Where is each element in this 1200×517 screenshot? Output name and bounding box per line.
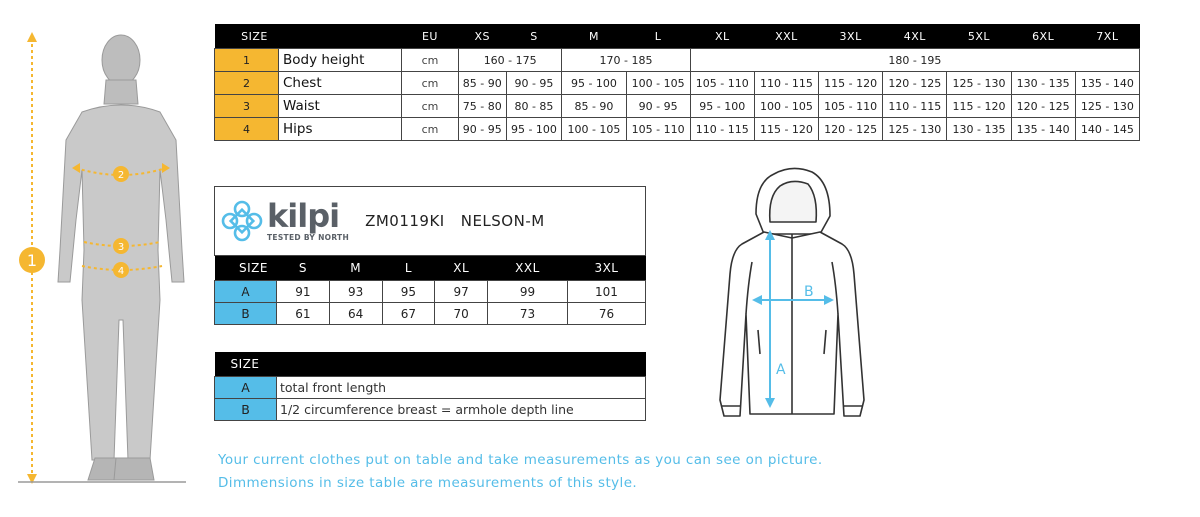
size-header-cell: 3XL: [567, 256, 645, 281]
table-cell: 125 - 130: [1075, 95, 1139, 118]
height-marker: [19, 247, 45, 273]
row-number: 2: [215, 72, 279, 95]
table-cell: 95 - 100: [690, 95, 754, 118]
table-cell: 95 - 100: [562, 72, 626, 95]
svg-text:3: 3: [117, 242, 125, 253]
row-label: Hips: [279, 118, 402, 141]
table-cell: 101: [567, 281, 645, 303]
table-cell: 105 - 110: [690, 72, 754, 95]
svg-text:1: 1: [26, 251, 38, 270]
table-cell: 90 - 95: [626, 95, 690, 118]
table-cell: 61: [277, 303, 330, 325]
size-chart-table: [214, 24, 1140, 141]
product-name: NELSON-M: [460, 212, 545, 230]
table-cell: 125 - 130: [883, 118, 947, 141]
table-row: [215, 303, 646, 325]
table-cell: 99: [488, 281, 568, 303]
legend-header: [215, 352, 646, 377]
table-cell: 95 - 100: [506, 118, 562, 141]
brand-name: kilpi: [267, 196, 340, 235]
table-row: [215, 49, 1140, 72]
table-cell: 130 - 135: [1011, 72, 1075, 95]
table-cell: 97: [435, 281, 488, 303]
size-header-cell: 7XL: [1075, 24, 1139, 49]
product-header: [215, 187, 646, 256]
row-unit: cm: [402, 72, 459, 95]
table-cell: 115 - 120: [819, 72, 883, 95]
table-cell: 115 - 120: [947, 95, 1011, 118]
product-size-header: [215, 256, 646, 281]
waist-marker: [113, 238, 129, 254]
size-header-cell: L: [382, 256, 435, 281]
table-cell: 135 - 140: [1075, 72, 1139, 95]
row-number: 1: [215, 49, 279, 72]
size-header-cell: XXL: [754, 24, 818, 49]
table-cell: 110 - 115: [754, 72, 818, 95]
instruction-note: Your current clothes put on table and take measurements as you can see on picture.: [218, 452, 823, 468]
table-cell: 120 - 125: [883, 72, 947, 95]
measure-b-label: B: [804, 284, 814, 300]
table-cell: 75 - 80: [459, 95, 507, 118]
table-cell: 67: [382, 303, 435, 325]
measure-a-label: A: [776, 362, 786, 378]
table-cell: 110 - 115: [883, 95, 947, 118]
legend-description: 1/2 circumference breast = armhole depth line: [277, 399, 646, 421]
size-header: SIZE: [215, 256, 277, 281]
table-cell: 76: [567, 303, 645, 325]
body-silhouette: [58, 35, 184, 480]
table-cell: 120 - 125: [1011, 95, 1075, 118]
svg-text:2: 2: [117, 170, 125, 181]
table-cell: 64: [329, 303, 382, 325]
table-cell: 115 - 120: [754, 118, 818, 141]
jacket-diagram: [712, 164, 872, 436]
table-cell: 85 - 90: [459, 72, 507, 95]
product-size-table: [214, 186, 646, 325]
table-cell: 125 - 130: [947, 72, 1011, 95]
table-cell: 120 - 125: [819, 118, 883, 141]
table-cell: 140 - 145: [1075, 118, 1139, 141]
size-chart-header: [215, 24, 1140, 49]
row-key: A: [215, 281, 277, 303]
unit-header: EU: [402, 24, 459, 49]
table-cell: 160 - 175: [459, 49, 562, 72]
row-label: Chest: [279, 72, 402, 95]
table-cell: 180 - 195: [690, 49, 1139, 72]
size-header-cell: 5XL: [947, 24, 1011, 49]
row-label: Waist: [279, 95, 402, 118]
table-cell: 80 - 85: [506, 95, 562, 118]
size-header: SIZE: [215, 24, 279, 49]
size-header-cell: 6XL: [1011, 24, 1075, 49]
row-number: 3: [215, 95, 279, 118]
size-header-cell: 3XL: [819, 24, 883, 49]
row-unit: cm: [402, 49, 459, 72]
size-header-cell: M: [562, 24, 626, 49]
size-header-cell: XXL: [488, 256, 568, 281]
table-cell: 91: [277, 281, 330, 303]
size-header-cell: M: [329, 256, 382, 281]
table-row: [215, 399, 646, 421]
row-key: B: [215, 399, 277, 421]
table-cell: 170 - 185: [562, 49, 690, 72]
size-header-cell: XL: [690, 24, 754, 49]
table-cell: 93: [329, 281, 382, 303]
product-code: ZM0119KI: [365, 212, 445, 230]
row-unit: cm: [402, 95, 459, 118]
table-cell: 95: [382, 281, 435, 303]
size-header: SIZE: [215, 352, 277, 377]
table-cell: 105 - 110: [626, 118, 690, 141]
table-row: [215, 72, 1140, 95]
row-unit: cm: [402, 118, 459, 141]
table-row: [215, 95, 1140, 118]
size-header-cell: L: [626, 24, 690, 49]
legend-description: total front length: [277, 377, 646, 399]
table-cell: 100 - 105: [626, 72, 690, 95]
row-key: B: [215, 303, 277, 325]
table-cell: 110 - 115: [690, 118, 754, 141]
table-cell: 105 - 110: [819, 95, 883, 118]
size-header-cell: XL: [435, 256, 488, 281]
size-header-cell: S: [277, 256, 330, 281]
instruction-note: Dimmensions in size table are measurements of this style.: [218, 475, 638, 491]
table-row: [215, 118, 1140, 141]
table-cell: 90 - 95: [506, 72, 562, 95]
body-measurement-figure: [0, 20, 200, 490]
chest-marker: [113, 166, 129, 182]
row-number: 4: [215, 118, 279, 141]
size-header-cell: S: [506, 24, 562, 49]
table-row: [215, 377, 646, 399]
measurement-legend-table: [214, 352, 646, 421]
table-cell: 130 - 135: [947, 118, 1011, 141]
table-cell: 73: [488, 303, 568, 325]
table-cell: 90 - 95: [459, 118, 507, 141]
table-cell: 135 - 140: [1011, 118, 1075, 141]
size-header-cell: XS: [459, 24, 507, 49]
table-cell: 70: [435, 303, 488, 325]
size-header-cell: 4XL: [883, 24, 947, 49]
table-row: [215, 281, 646, 303]
brand-tagline: TESTED BY NORTH: [267, 232, 350, 242]
row-label: Body height: [279, 49, 402, 72]
kilpi-knot-logo-icon: [219, 198, 265, 244]
hips-marker: [113, 262, 129, 278]
table-cell: 100 - 105: [562, 118, 626, 141]
jacket-outline: [720, 168, 864, 416]
table-cell: 100 - 105: [754, 95, 818, 118]
row-key: A: [215, 377, 277, 399]
svg-text:4: 4: [117, 266, 125, 277]
table-cell: 85 - 90: [562, 95, 626, 118]
